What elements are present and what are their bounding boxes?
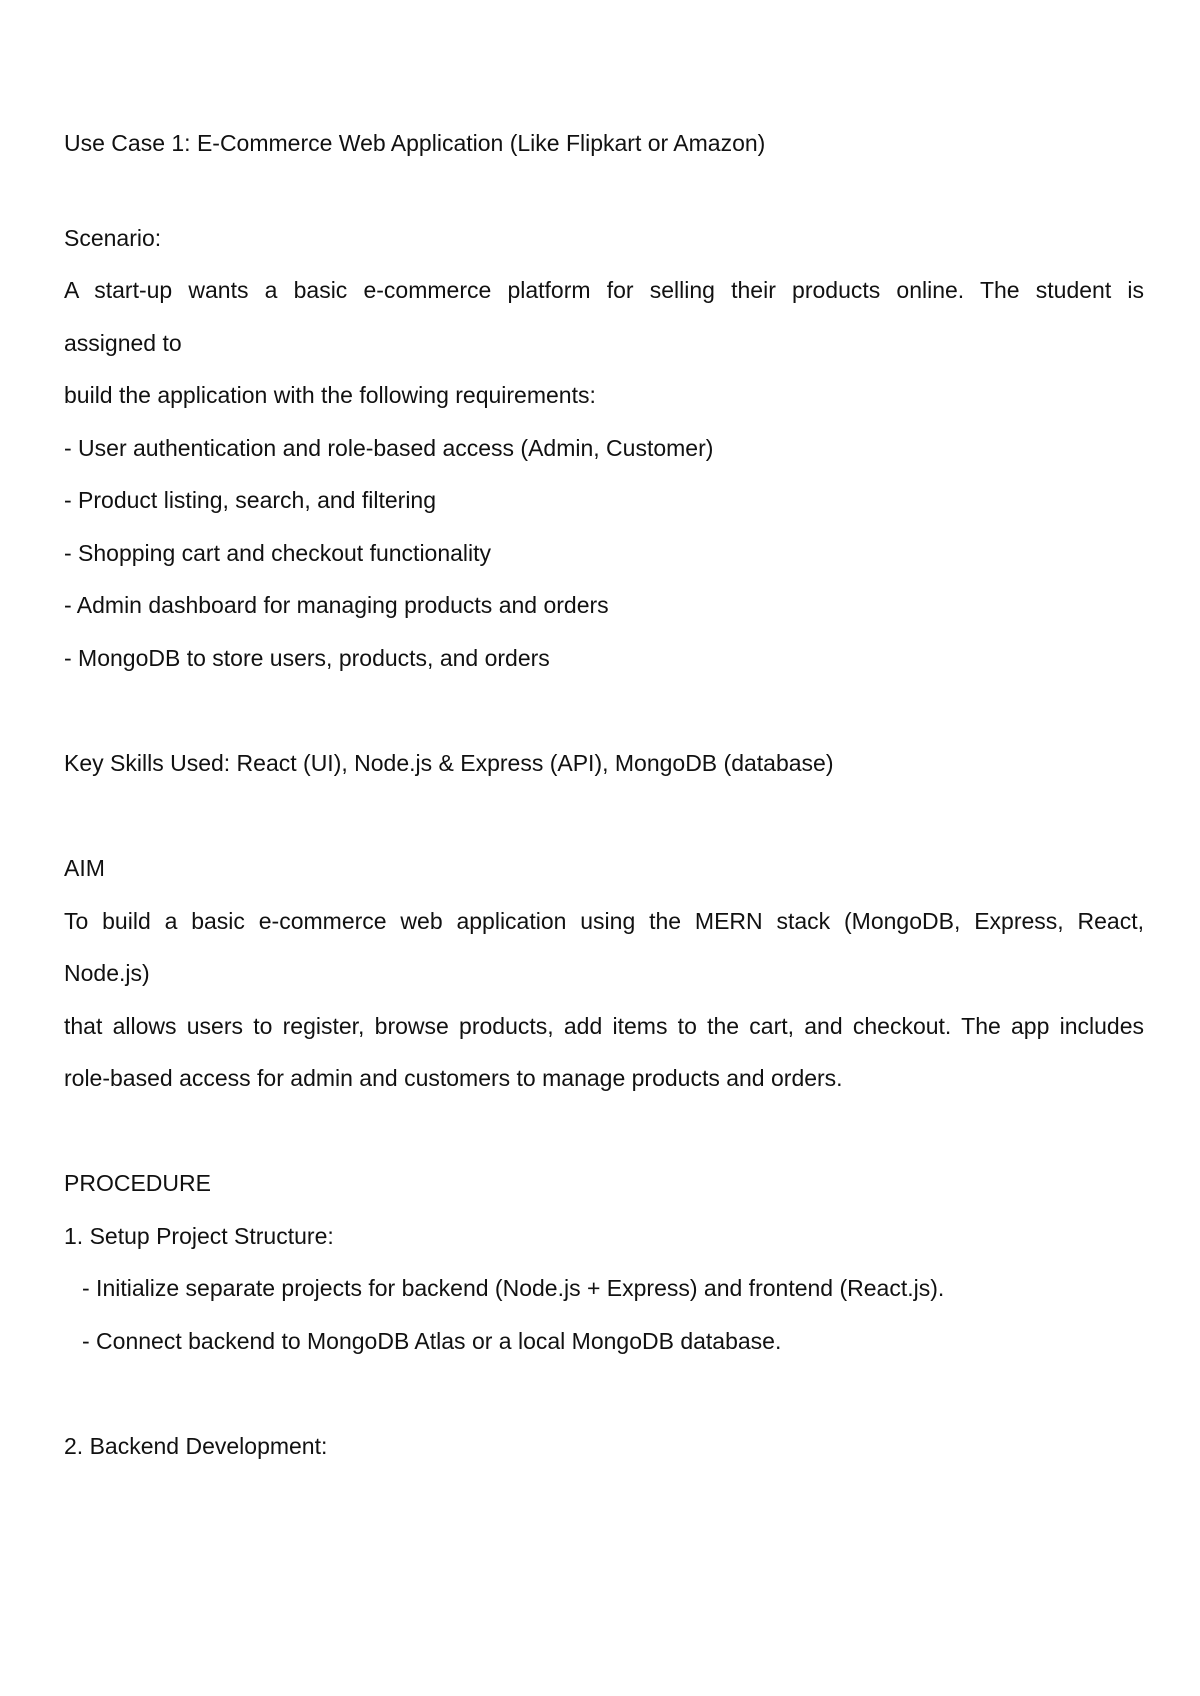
procedure-step-title: 2. Backend Development:	[64, 1433, 328, 1459]
scenario-intro-line: assigned to	[64, 330, 182, 356]
document-title: Use Case 1: E-Commerce Web Application (Like Flipkart or Amazon)	[64, 130, 766, 156]
requirement-item: - Product listing, search, and filtering	[64, 487, 437, 513]
procedure-step-item: - Connect backend to MongoDB Atlas or a local MongoDB database.	[82, 1328, 782, 1354]
procedure-heading: PROCEDURE	[64, 1170, 211, 1196]
scenario-heading: Scenario:	[64, 225, 162, 251]
scenario-intro-line: build the application with the following requirements:	[64, 382, 596, 408]
aim-text-line: that allows users to register, browse products, add items to the cart, and checkout. The app includes	[64, 1013, 1144, 1039]
key-skills: Key Skills Used: React (UI), Node.js & Express (API), MongoDB (database)	[64, 750, 834, 776]
requirement-item: - Admin dashboard for managing products and orders	[64, 592, 609, 618]
aim-text-line: role-based access for admin and customers to manage products and orders.	[64, 1065, 843, 1091]
scenario-intro-line: A start-up wants a basic e-commerce platform for selling their products online. The student is	[64, 277, 1144, 303]
procedure-step-title: 1. Setup Project Structure:	[64, 1223, 334, 1249]
aim-heading: AIM	[64, 855, 105, 881]
requirement-item: - Shopping cart and checkout functionality	[64, 540, 492, 566]
aim-text-line: To build a basic e-commerce web application using the MERN stack (MongoDB, Express, React,	[64, 908, 1144, 934]
requirement-item: - MongoDB to store users, products, and orders	[64, 645, 550, 671]
aim-text-line: Node.js)	[64, 960, 150, 986]
requirement-item: - User authentication and role-based access (Admin, Customer)	[64, 435, 714, 461]
procedure-step-item: - Initialize separate projects for backend (Node.js + Express) and frontend (React.js).	[82, 1275, 945, 1301]
